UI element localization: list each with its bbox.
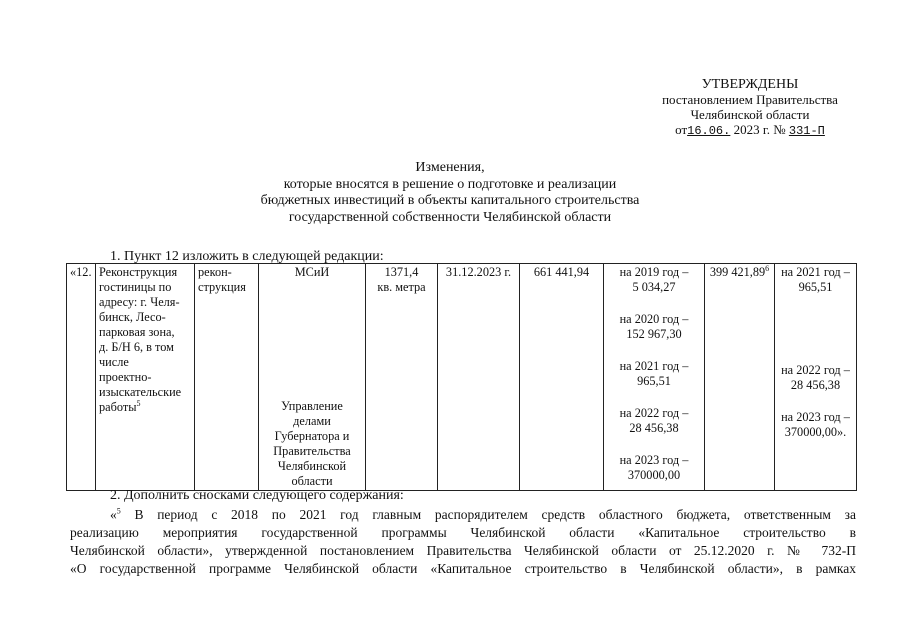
object-name-cell bbox=[96, 264, 195, 491]
object-line: изыскательские bbox=[99, 385, 182, 399]
financing-value: 28 456,38 bbox=[629, 421, 679, 435]
footnote-line-2: реализацию мероприятия государственной программы Челябинской области «Капитальное строительство в bbox=[70, 525, 856, 540]
footnote-line-3: Челябинской области», утвержденной постановлением Правительства Челябинской области от 25.12.2020 г. № 732-П bbox=[70, 543, 856, 558]
estimated-cost-cell bbox=[520, 264, 604, 491]
financing-label: на 2023 год – bbox=[619, 453, 689, 467]
remaining-label: на 2022 год – bbox=[781, 363, 850, 377]
heading-line-3: бюджетных инвестиций в объекты капитального строительства bbox=[260, 193, 640, 208]
footnote-open-quote: « bbox=[110, 507, 117, 522]
financing-cell bbox=[604, 264, 705, 491]
object-line: д. Б/Н 6, в том bbox=[99, 340, 174, 354]
paragraph-2: 2. Дополнить сносками следующего содержания: bbox=[110, 488, 404, 503]
deadline-cell bbox=[438, 264, 520, 491]
estimated-cost: 661 441,94 bbox=[533, 265, 590, 279]
work-type-cell bbox=[195, 264, 259, 491]
item-number: «12. bbox=[70, 265, 92, 279]
footnote-number: 5 bbox=[116, 506, 121, 516]
financing-value: 5 034,27 bbox=[632, 280, 676, 294]
object-line: парковая зона, bbox=[99, 325, 175, 339]
heading-line-2: которые вносятся в решение о подготовке и реализации bbox=[283, 176, 617, 192]
work-type-line: струкция bbox=[198, 280, 246, 294]
object-line: числе bbox=[99, 355, 129, 369]
capacity-cell bbox=[366, 264, 438, 491]
deadline: 31.12.2023 г. bbox=[445, 265, 512, 279]
object-line: бинск, Лесо- bbox=[99, 310, 166, 324]
remaining-label: на 2023 год – bbox=[781, 410, 850, 424]
approval-block bbox=[600, 77, 900, 139]
capacity-value: 1371,4 bbox=[384, 265, 419, 279]
investment-table bbox=[66, 263, 857, 491]
heading-line-1: Изменения, bbox=[415, 160, 485, 175]
remaining-value: 28 456,38 bbox=[790, 378, 841, 392]
remaining-label: на 2021 год – bbox=[781, 265, 850, 279]
date-prefix: от bbox=[675, 122, 688, 137]
footnote-text bbox=[70, 506, 856, 578]
approval-title: УТВЕРЖДЕНЫ bbox=[701, 77, 799, 92]
footnote-line-4: «О государственной программе Челябинской области «Капитальное строительство в Челябинской области», в рамках bbox=[70, 561, 856, 576]
customer2-line: Правительства bbox=[273, 444, 351, 458]
date-value: 16.06. bbox=[687, 124, 731, 138]
work-type-line: рекон- bbox=[198, 265, 232, 279]
financing-value: 370000,00 bbox=[627, 468, 681, 482]
object-line: адресу: г. Челя- bbox=[99, 295, 180, 309]
customer-abbr: МСиИ bbox=[294, 265, 330, 279]
document-heading bbox=[150, 160, 750, 226]
total-footnote-ref: 6 bbox=[765, 263, 770, 273]
approval-line-2: постановлением Правительства bbox=[662, 92, 838, 107]
object-line: Реконструкция bbox=[99, 265, 178, 279]
customer2-line: Управление bbox=[281, 399, 343, 413]
customer2-line: Челябинской bbox=[277, 459, 347, 473]
object-last-word: работы bbox=[99, 400, 137, 414]
remaining-cell bbox=[775, 264, 857, 491]
object-line: гостиницы по bbox=[99, 280, 172, 294]
total-cell bbox=[705, 264, 775, 491]
heading-line-4: государственной собственности Челябинской области bbox=[288, 209, 612, 225]
remaining-value: 370000,00». bbox=[784, 425, 847, 439]
paragraph-1: 1. Пункт 12 изложить в следующей редакции: bbox=[110, 249, 384, 264]
financing-label: на 2019 год – bbox=[619, 265, 689, 279]
financing-value: 152 967,30 bbox=[626, 327, 682, 341]
customer2-line: Губернатора и bbox=[274, 429, 350, 443]
customer2-line: делами bbox=[293, 414, 331, 428]
object-footnote-ref: 5 bbox=[136, 398, 141, 408]
customer-cell bbox=[259, 264, 366, 491]
object-line-last bbox=[99, 400, 191, 415]
year-text: 2023 г. № bbox=[733, 122, 786, 137]
financing-label: на 2021 год – bbox=[619, 359, 689, 373]
total-value: 399 421,89 bbox=[709, 265, 766, 279]
object-line: проектно- bbox=[99, 370, 152, 384]
financing-label: на 2022 год – bbox=[619, 406, 689, 420]
remaining-value: 965,51 bbox=[798, 280, 833, 294]
approval-date-line bbox=[600, 122, 900, 139]
decree-number: 331-П bbox=[788, 124, 825, 138]
item-number-cell bbox=[67, 264, 96, 491]
financing-value: 965,51 bbox=[637, 374, 671, 388]
footnote-line-1 bbox=[70, 506, 856, 524]
table-row bbox=[67, 264, 857, 491]
footnote-line-1-text: В период с 2018 по 2021 год главным распорядителем средств областного бюджета, ответственным за bbox=[120, 507, 856, 522]
capacity-unit: кв. метра bbox=[377, 280, 426, 294]
financing-label: на 2020 год – bbox=[619, 312, 689, 326]
approval-line-3: Челябинской области bbox=[690, 107, 810, 122]
customer2-line: области bbox=[291, 474, 333, 488]
